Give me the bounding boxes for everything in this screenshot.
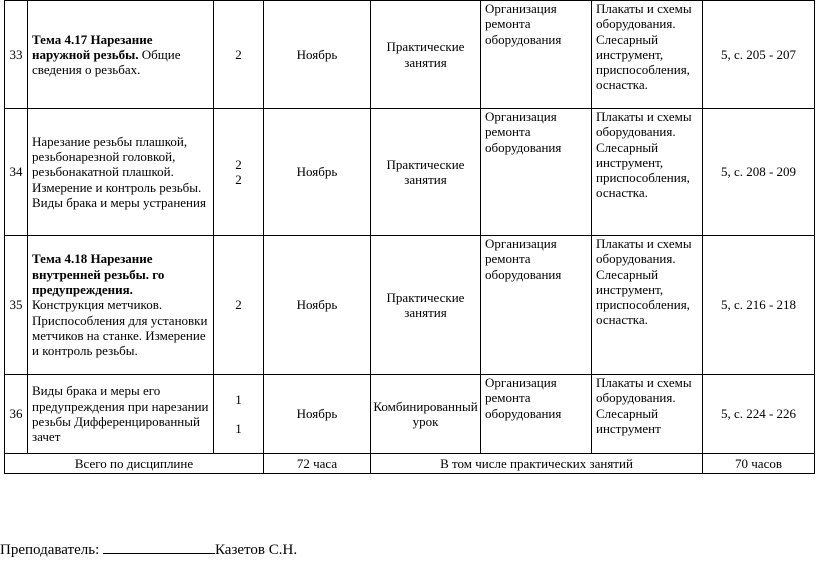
teacher-name: Казетов С.Н. <box>215 542 298 558</box>
hours-cell <box>214 109 264 236</box>
topic-cell <box>28 109 214 236</box>
topic-text: Виды брака и меры его предупреждения при нарезании резьбы Дифференцированный зачет <box>32 383 209 445</box>
month-cell: Ноябрь <box>264 236 371 375</box>
hours-value: 1 <box>235 391 242 407</box>
organization-cell: Организация ремонта оборудования <box>481 236 592 375</box>
table-row <box>5 1 815 109</box>
equipment-cell: Плакаты и схемы оборудования. Слесарный инструмент, приспособления, оснастка. <box>592 1 703 109</box>
lesson-type-cell: Комбинированный урок <box>371 375 481 454</box>
hours-cell <box>214 375 264 454</box>
equipment-cell: Плакаты и схемы оборудования. Слесарный инструмент <box>592 375 703 454</box>
hours-value: 1 <box>235 421 242 436</box>
topic-text: Конструкция метчиков. Приспособления для установки метчиков на станке. Измерение и контроль резьбы. <box>32 297 208 359</box>
table-row <box>5 236 815 375</box>
reference-cell: 5, с. 224 - 226 <box>703 375 815 454</box>
row-number: 36 <box>5 375 28 454</box>
hours-value: 2 <box>235 172 242 187</box>
month-cell: Ноябрь <box>264 375 371 454</box>
teacher-label: Преподаватель: <box>0 542 103 558</box>
reference-cell: 5, с. 205 - 207 <box>703 1 815 109</box>
teacher-signature-line <box>0 541 297 559</box>
reference-cell: 5, с. 208 - 209 <box>703 109 815 236</box>
table-row <box>5 109 815 236</box>
row-number: 35 <box>5 236 28 375</box>
lesson-type-cell: Практические занятия <box>371 236 481 375</box>
signature-blank <box>103 541 215 554</box>
total-hours: 72 часа <box>264 454 371 474</box>
hours-cell: 2 <box>214 1 264 109</box>
table-row <box>5 375 815 454</box>
hours-value: 2 <box>235 156 242 172</box>
lesson-type-cell: Практические занятия <box>371 1 481 109</box>
reference-cell: 5, с. 216 - 218 <box>703 236 815 375</box>
month-cell: Ноябрь <box>264 1 371 109</box>
topic-title: Тема 4.17 Нарезание наружной резьбы. <box>32 31 153 62</box>
total-row <box>5 454 815 474</box>
topic-cell <box>28 375 214 454</box>
lesson-type-cell: Практические занятия <box>371 109 481 236</box>
topic-text: Нарезание резьбы плашкой, резьбонарезной головкой, резьбонакатной плашкой. Измерение и контроль резьбы. Виды брака и меры устранения <box>32 133 206 210</box>
topic-text: Общие сведения о резьбах. <box>32 46 181 78</box>
practical-hours: 70 часов <box>703 454 815 474</box>
topic-cell <box>28 236 214 375</box>
topic-title: Тема 4.18 Нарезание внутренней резьбы. го предупреждения. <box>32 251 165 298</box>
organization-cell: Организация ремонта оборудования <box>481 109 592 236</box>
topic-cell <box>28 1 214 109</box>
month-cell: Ноябрь <box>264 109 371 236</box>
equipment-cell: Плакаты и схемы оборудования. Слесарный инструмент, приспособления, оснастка. <box>592 236 703 375</box>
hours-cell: 2 <box>214 236 264 375</box>
equipment-cell: Плакаты и схемы оборудования. Слесарный инструмент, приспособления, оснастка. <box>592 109 703 236</box>
row-number: 34 <box>5 109 28 236</box>
organization-cell: Организация ремонта оборудования <box>481 1 592 109</box>
organization-cell: Организация ремонта оборудования <box>481 375 592 454</box>
total-label: Всего по дисциплине <box>5 454 264 474</box>
lesson-plan-table <box>4 0 815 474</box>
practical-label: В том числе практических занятий <box>371 454 703 474</box>
row-number: 33 <box>5 1 28 109</box>
